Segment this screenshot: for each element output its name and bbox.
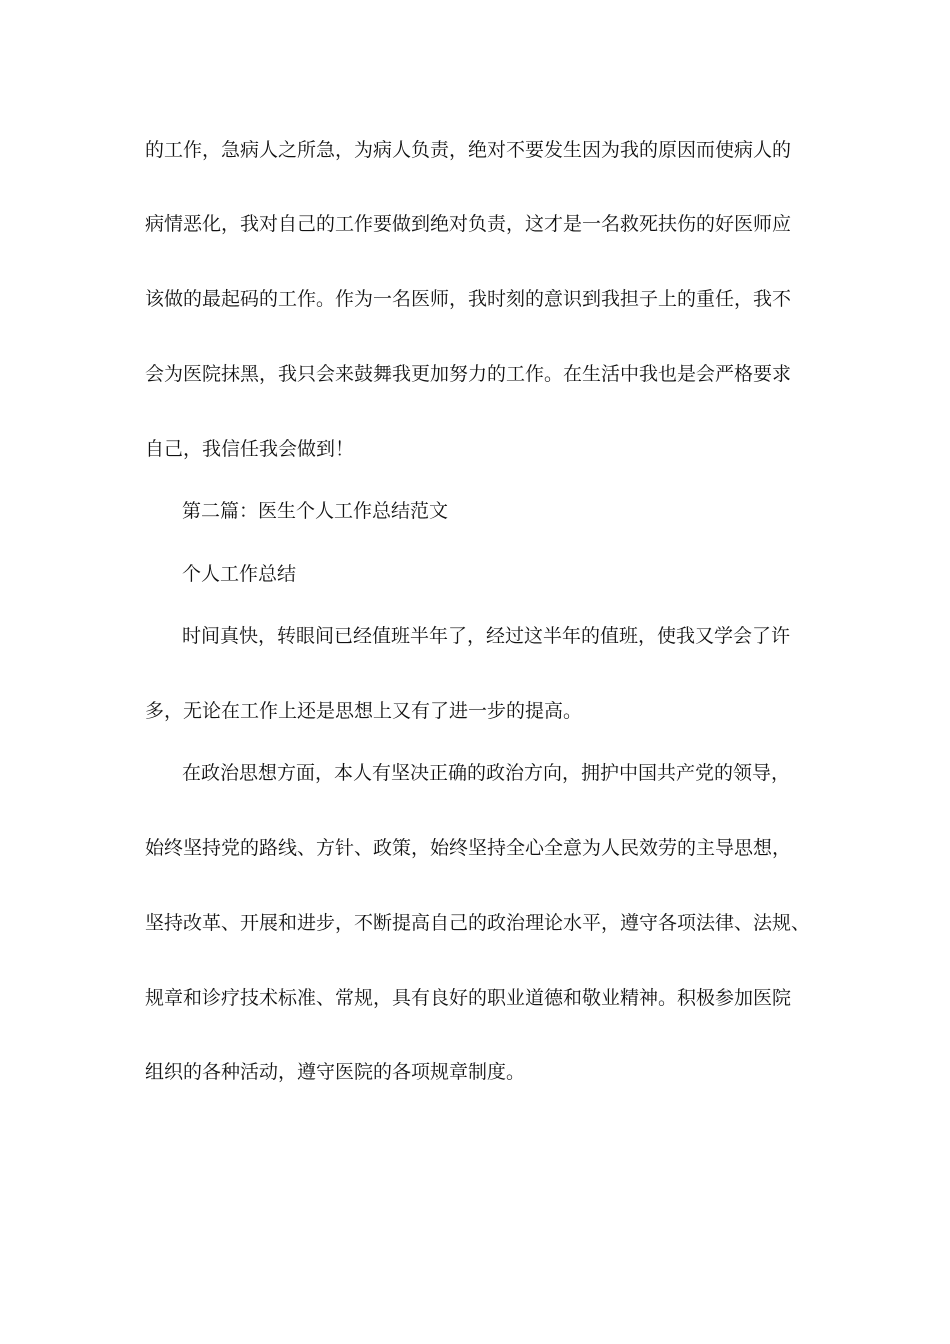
body-line-10: 在政治思想方面，本人有坚决正确的政治方向，拥护中国共产党的领导， bbox=[182, 762, 791, 784]
body-line-5: 自己，我信任我会做到！ bbox=[145, 438, 355, 460]
body-line-12: 坚持改革、开展和进步，不断提高自己的政治理论水平，遵守各项法律、法规、 bbox=[145, 912, 811, 934]
body-line-1: 的工作，急病人之所急，为病人负责，绝对不要发生因为我的原因而使病人的 bbox=[145, 139, 792, 161]
body-line-13: 规章和诊疗技术标准、常规，具有良好的职业道德和敬业精神。积极参加医院 bbox=[145, 987, 792, 1009]
body-line-2: 病情恶化，我对自己的工作要做到绝对负责，这才是一名救死扶伤的好医师应 bbox=[145, 213, 792, 235]
subsection-heading: 个人工作总结 bbox=[182, 563, 297, 585]
body-line-4: 会为医院抹黑，我只会来鼓舞我更加努力的工作。在生活中我也是会严格要求 bbox=[145, 363, 792, 385]
body-line-8: 时间真快，转眼间已经值班半年了，经过这半年的值班，使我又学会了许 bbox=[182, 625, 791, 647]
body-line-9: 多，无论在工作上还是思想上又有了进一步的提高。 bbox=[145, 700, 583, 722]
body-line-14: 组织的各种活动，遵守医院的各项规章制度。 bbox=[145, 1061, 526, 1083]
body-line-3: 该做的最起码的工作。作为一名医师，我时刻的意识到我担子上的重任，我不 bbox=[145, 288, 792, 310]
body-line-11: 始终坚持党的路线、方针、政策，始终坚持全心全意为人民效劳的主导思想， bbox=[145, 837, 792, 859]
section-heading: 第二篇：医生个人工作总结范文 bbox=[182, 500, 449, 522]
